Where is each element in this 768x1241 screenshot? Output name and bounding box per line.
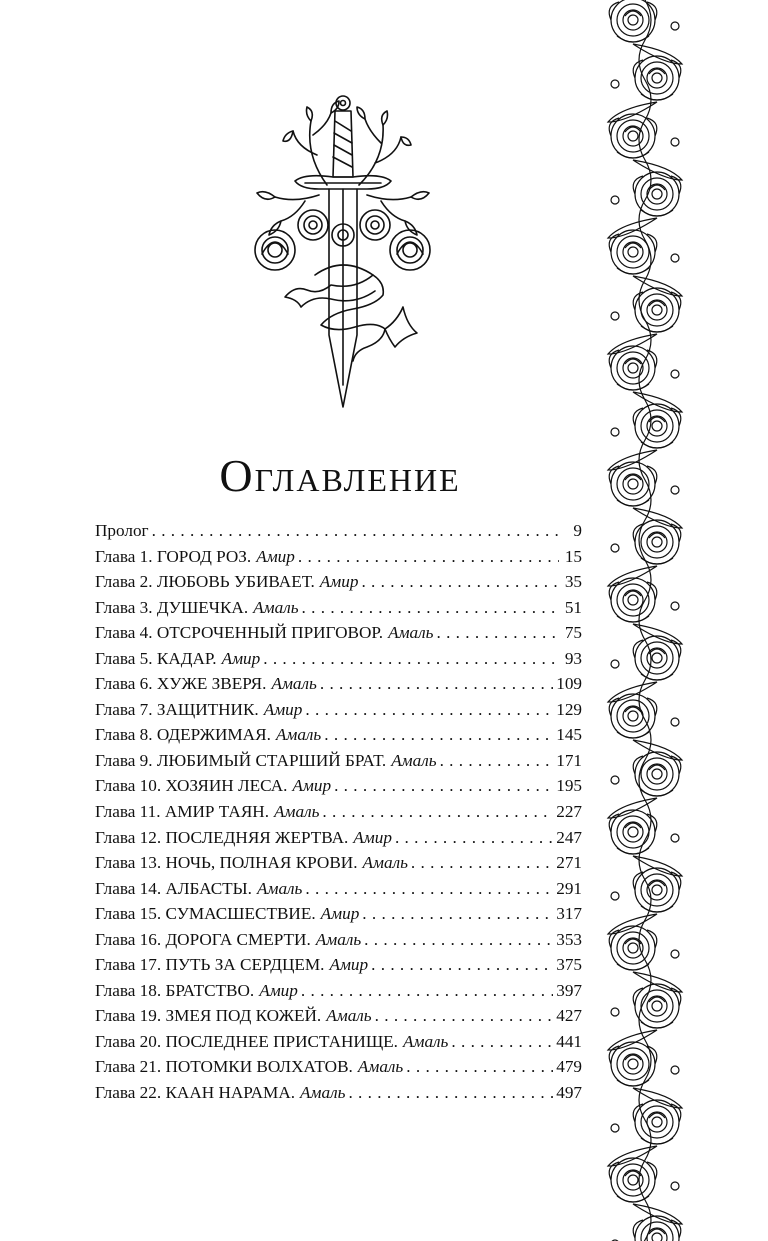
toc-entry-label [95,649,260,669]
chapter-narrator: Амир [292,776,332,796]
page-number: 129 [556,699,582,719]
chapter-number: Глава 1. [95,546,153,566]
chapter-narrator: Амаль [402,1031,449,1051]
dot-leader [301,981,553,1001]
page-number: 317 [556,904,582,924]
chapter-narrator: Амаль [256,878,303,898]
chapter-title: АЛБАСТЫ. [165,878,252,898]
chapter-title: ОТСРОЧЕННЫЙ ПРИГОВОР. [156,623,384,643]
dagger-roses-illustration [235,85,450,415]
page-number: 479 [556,1057,582,1077]
bud-icon [611,660,619,668]
toc-entry-label [95,751,437,771]
floral-border-decoration [595,0,695,1241]
bud-icon [671,370,679,378]
chapter-narrator: Амир [259,980,298,1000]
toc-entry [95,828,582,854]
toc-entry-label [95,981,298,1001]
chapter-title: ХУЖЕ ЗВЕРЯ. [156,674,267,694]
chapter-number: Глава 16. [95,929,162,949]
dot-leader [375,1006,554,1026]
toc-entry-label [95,1057,403,1077]
dot-leader [305,879,553,899]
bud-icon [611,80,619,88]
dot-leader [361,572,559,592]
chapter-title: ОДЕРЖИМАЯ. [156,725,271,745]
chapter-narrator: Амир [256,546,295,566]
page-number: 427 [556,1006,582,1026]
page-number: 109 [556,674,582,694]
dot-leader [298,547,559,567]
toc-entry-label [95,1083,345,1103]
chapter-number: Глава 10. [95,776,162,796]
toc-entry-label [95,802,319,822]
dot-leader [152,521,559,541]
chapter-number: Глава 20. [95,1031,162,1051]
chapter-narrator: Амаль [275,725,322,745]
toc-entry [95,955,582,981]
chapter-narrator: Амаль [315,929,362,949]
chapter-narrator: Амир [263,699,303,719]
toc-entry [95,904,582,930]
page-number: 145 [556,725,582,745]
toc-entry-label [95,879,302,899]
chapter-narrator: Амаль [274,802,320,822]
dot-leader [406,1057,553,1077]
bud-icon [611,892,619,900]
toc-entry-label [95,853,408,873]
chapter-narrator: Амир [320,904,360,924]
page-number: 35 [564,572,582,592]
chapter-number: Глава 21. [95,1057,162,1077]
page-title: Оглавление [219,449,461,501]
chapter-narrator: Амир [353,827,392,847]
toc-entry-label [95,674,317,694]
toc-entry-label [95,725,321,745]
chapter-title: НОЧЬ, ПОЛНАЯ КРОВИ. [165,853,358,873]
page-number: 353 [556,929,582,949]
page-number: 195 [556,776,582,796]
dot-leader [334,776,553,796]
toc-entry [95,879,582,905]
chapter-number: Глава 12. [95,827,162,847]
toc-entry [95,572,582,598]
flower-icon [609,0,657,42]
toc-entry [95,521,582,547]
toc-entry-label [95,1006,372,1026]
toc-entry-label [95,572,358,592]
chapter-number: Глава 8. [95,725,153,745]
chapter-narrator: Амаль [388,623,434,643]
dot-leader [364,930,553,950]
bud-icon [671,486,679,494]
page-number: 271 [556,853,582,873]
flower-icon [633,1216,681,1241]
bud-icon [671,1182,679,1190]
chapter-title: ЗАЩИТНИК. [156,699,259,719]
toc-entry [95,930,582,956]
chapter-number: Глава 3. [95,597,153,617]
chapter-title: ЛЮБОВЬ УБИВАЕТ. [156,572,315,592]
chapter-title: БРАТСТВО. [165,980,255,1000]
chapter-number: Глава 15. [95,904,162,924]
toc-entry-label [95,623,433,643]
bud-icon [611,1124,619,1132]
dot-leader [451,1032,553,1052]
chapter-title: ПОТОМКИ ВОЛХАТОВ. [165,1057,353,1077]
chapter-title: ГОРОД РОЗ. [156,546,252,566]
chapter-title: ЗМЕЯ ПОД КОЖЕЙ. [165,1006,322,1026]
bud-icon [611,196,619,204]
table-of-contents [95,521,582,1109]
dot-leader [305,700,553,720]
chapter-number: Глава 5. [95,648,153,668]
chapter-number: Глава 18. [95,980,162,1000]
bud-icon [671,138,679,146]
dot-leader [320,674,553,694]
bud-icon [671,602,679,610]
chapter-number: Глава 17. [95,955,162,975]
chapter-number: Глава 14. [95,878,162,898]
chapter-narrator: Амир [221,648,261,668]
toc-entry-label [95,955,368,975]
bud-icon [671,718,679,726]
bud-icon [611,312,619,320]
chapter-number: Глава 4. [95,623,153,643]
toc-entry [95,649,582,675]
toc-entry [95,853,582,879]
toc-entry [95,802,582,828]
toc-entry [95,674,582,700]
page-number: 93 [564,648,582,668]
chapter-number: Пролог [95,521,149,540]
page-number: 51 [564,597,582,617]
bud-icon [671,254,679,262]
toc-entry [95,1032,582,1058]
page-number: 375 [556,955,582,975]
bud-icon [671,834,679,842]
page-number: 247 [556,827,582,847]
page-number: 9 [573,521,582,540]
toc-entry [95,1057,582,1083]
dot-leader [324,725,553,745]
chapter-title: ПОСЛЕДНЕЕ ПРИСТАНИЩЕ. [165,1031,398,1051]
chapter-number: Глава 13. [95,853,162,873]
toc-entry-label [95,828,392,848]
toc-entry [95,725,582,751]
chapter-title: КААН НАРАМА. [165,1083,296,1103]
chapter-title: ПОСЛЕДНЯЯ ЖЕРТВА. [165,827,349,847]
toc-entry [95,700,582,726]
toc-entry [95,598,582,624]
bud-icon [671,950,679,958]
dot-leader [263,649,559,669]
page-number: 497 [556,1083,582,1103]
page-number: 75 [564,623,582,643]
chapter-title: ХОЗЯИН ЛЕСА. [165,776,288,796]
dot-leader [436,623,559,643]
bud-icon [611,544,619,552]
toc-entry [95,547,582,573]
toc-entry-label [95,521,149,541]
dot-leader [371,955,553,975]
dot-leader [302,598,559,618]
chapter-narrator: Амаль [391,750,437,770]
bud-icon [611,428,619,436]
chapter-number: Глава 2. [95,572,153,592]
bud-icon [611,1008,619,1016]
chapter-number: Глава 9. [95,750,153,770]
chapter-title: АМИР ТАЯН. [164,802,270,822]
chapter-narrator: Амаль [326,1006,372,1026]
chapter-title: ПУТЬ ЗА СЕРДЦЕМ. [165,955,325,975]
chapter-narrator: Амир [319,572,359,592]
dot-leader [411,853,553,873]
toc-entry [95,981,582,1007]
toc-entry [95,751,582,777]
toc-entry-label [95,547,295,567]
chapter-title: ДУШЕЧКА. [156,597,249,617]
bud-icon [671,1066,679,1074]
chapter-number: Глава 7. [95,699,153,719]
dot-leader [395,828,553,848]
toc-entry [95,623,582,649]
chapter-narrator: Амаль [271,674,317,694]
chapter-title: КАДАР. [156,648,217,668]
toc-entry-label [95,1032,448,1052]
page-number: 15 [564,546,582,566]
chapter-title: ДОРОГА СМЕРТИ. [165,929,311,949]
page-number: 227 [556,802,582,822]
chapter-number: Глава 22. [95,1083,162,1103]
chapter-narrator: Амаль [362,853,408,873]
bud-icon [611,776,619,784]
toc-entry-label [95,700,302,720]
chapter-narrator: Амир [329,955,369,975]
page-number: 441 [556,1031,582,1051]
page-number: 291 [556,878,582,898]
chapter-number: Глава 19. [95,1006,162,1026]
dot-leader [362,904,553,924]
page-number: 171 [556,750,582,770]
chapter-narrator: Амаль [253,597,299,617]
dot-leader [348,1083,553,1103]
toc-entry-label [95,598,299,618]
bud-icon [671,22,679,30]
toc-entry-label [95,904,359,924]
toc-entry-label [95,930,361,950]
chapter-narrator: Амаль [357,1057,404,1077]
dot-leader [322,802,553,822]
dot-leader [440,751,554,771]
chapter-number: Глава 6. [95,674,153,694]
toc-entry [95,1006,582,1032]
chapter-number: Глава 11. [95,802,161,822]
chapter-title: СУМАСШЕСТВИЕ. [165,904,316,924]
page-number: 397 [556,980,582,1000]
toc-entry [95,1083,582,1109]
toc-entry [95,776,582,802]
toc-entry-label [95,776,331,796]
chapter-title: ЛЮБИМЫЙ СТАРШИЙ БРАТ. [156,750,387,770]
chapter-narrator: Амаль [300,1083,346,1103]
